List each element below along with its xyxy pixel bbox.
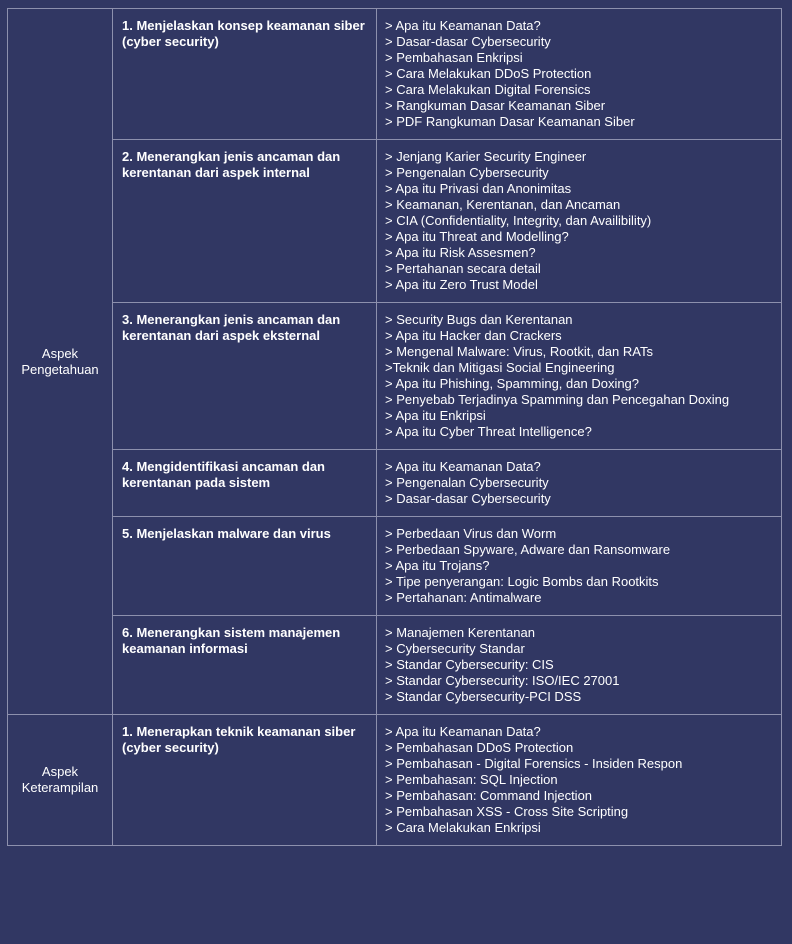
topic-list	[377, 517, 782, 616]
curriculum-table	[7, 8, 782, 846]
topic-item: > Mengenal Malware: Virus, Rootkit, dan RATs	[385, 344, 653, 359]
topic-item: > CIA (Confidentiality, Integrity, dan Availibility)	[385, 213, 652, 228]
learning-goal: 4. Mengidentifikasi ancaman dan kerentanan pada sistem	[113, 450, 377, 517]
topic-item: > Apa itu Cyber Threat Intelligence?	[385, 424, 592, 439]
topic-item: > Apa itu Phishing, Spamming, dan Doxing?	[385, 376, 640, 391]
topic-item: > Security Bugs dan Kerentanan	[385, 312, 573, 327]
table-row	[8, 616, 782, 715]
learning-goal: 1. Menerapkan teknik keamanan siber (cyber security)	[113, 715, 377, 846]
topic-item: > Standar Cybersecurity: CIS	[385, 657, 554, 672]
topic-list	[377, 9, 782, 140]
topic-item: > Apa itu Keamanan Data?	[385, 18, 541, 33]
topic-item: > Dasar-dasar Cybersecurity	[385, 491, 551, 506]
topic-item: > Pengenalan Cybersecurity	[385, 165, 549, 180]
topic-item: > Apa itu Enkripsi	[385, 408, 486, 423]
topic-item: > Cybersecurity Standar	[385, 641, 525, 656]
topic-item: > Keamanan, Kerentanan, dan Ancaman	[385, 197, 621, 212]
topic-item: > Apa itu Privasi dan Anonimitas	[385, 181, 572, 196]
table-row	[8, 715, 782, 846]
topic-item: > Perbedaan Virus dan Worm	[385, 526, 557, 541]
topic-item: > Pembahasan: SQL Injection	[385, 772, 558, 787]
learning-goal: 1. Menjelaskan konsep keamanan siber (cyber security)	[113, 9, 377, 140]
topic-list	[377, 450, 782, 517]
curriculum-table-body	[8, 9, 782, 846]
topic-item: > Pertahanan: Antimalware	[385, 590, 542, 605]
topic-item: > Dasar-dasar Cybersecurity	[385, 34, 551, 49]
topic-item: > Pengenalan Cybersecurity	[385, 475, 549, 490]
topic-item: > Standar Cybersecurity: ISO/IEC 27001	[385, 673, 620, 688]
topic-list	[377, 715, 782, 846]
topic-item: > Cara Melakukan DDoS Protection	[385, 66, 592, 81]
topic-item: > Apa itu Trojans?	[385, 558, 490, 573]
aspect-label: Pengetahuan	[21, 361, 99, 377]
topic-item: > Penyebab Terjadinya Spamming dan Pencegahan Doxing	[385, 392, 730, 407]
topic-item: > Cara Melakukan Enkripsi	[385, 820, 541, 835]
topic-item: > Apa itu Keamanan Data?	[385, 724, 541, 739]
topic-item: > Apa itu Risk Assesmen?	[385, 245, 536, 260]
aspect-label: Keterampilan	[21, 780, 99, 795]
topic-item: > Pembahasan: Command Injection	[385, 788, 593, 803]
aspect-label: Aspek	[41, 345, 79, 361]
topic-item: > Apa itu Zero Trust Model	[385, 277, 538, 292]
topic-item: > PDF Rangkuman Dasar Keamanan Siber	[385, 114, 635, 129]
topic-item: > Manajemen Kerentanan	[385, 625, 535, 640]
topic-list	[377, 616, 782, 715]
aspect-label: Aspek	[41, 764, 79, 779]
aspect-cell	[8, 9, 113, 715]
topic-list	[377, 140, 782, 303]
topic-item: > Pembahasan - Digital Forensics - Insiden Respon	[385, 756, 683, 771]
table-row	[8, 517, 782, 616]
learning-goal: 2. Menerangkan jenis ancaman dan kerentanan dari aspek internal	[113, 140, 377, 303]
topic-item: > Rangkuman Dasar Keamanan Siber	[385, 98, 606, 113]
topic-item: > Jenjang Karier Security Engineer	[385, 149, 587, 164]
table-row	[8, 450, 782, 517]
table-row	[8, 9, 782, 140]
topic-item: > Pembahasan XSS - Cross Site Scripting	[385, 804, 629, 819]
topic-item: > Pembahasan DDoS Protection	[385, 740, 574, 755]
topic-item: > Standar Cybersecurity-PCI DSS	[385, 689, 582, 704]
topic-item: >Teknik dan Mitigasi Social Engineering	[385, 360, 615, 375]
topic-item: > Apa itu Hacker dan Crackers	[385, 328, 562, 343]
learning-goal: 6. Menerangkan sistem manajemen keamanan informasi	[113, 616, 377, 715]
learning-goal: 3. Menerangkan jenis ancaman dan kerentanan dari aspek eksternal	[113, 303, 377, 450]
table-row	[8, 140, 782, 303]
topic-item: > Tipe penyerangan: Logic Bombs dan Rootkits	[385, 574, 659, 589]
aspect-cell	[8, 715, 113, 846]
topic-item: > Apa itu Keamanan Data?	[385, 459, 541, 474]
topic-item: > Pertahanan secara detail	[385, 261, 541, 276]
topic-item: > Apa itu Threat and Modelling?	[385, 229, 569, 244]
table-row	[8, 303, 782, 450]
topic-list	[377, 303, 782, 450]
topic-item: > Pembahasan Enkripsi	[385, 50, 523, 65]
topic-item: > Perbedaan Spyware, Adware dan Ransomware	[385, 542, 671, 557]
topic-item: > Cara Melakukan Digital Forensics	[385, 82, 591, 97]
learning-goal: 5. Menjelaskan malware dan virus	[113, 517, 377, 616]
